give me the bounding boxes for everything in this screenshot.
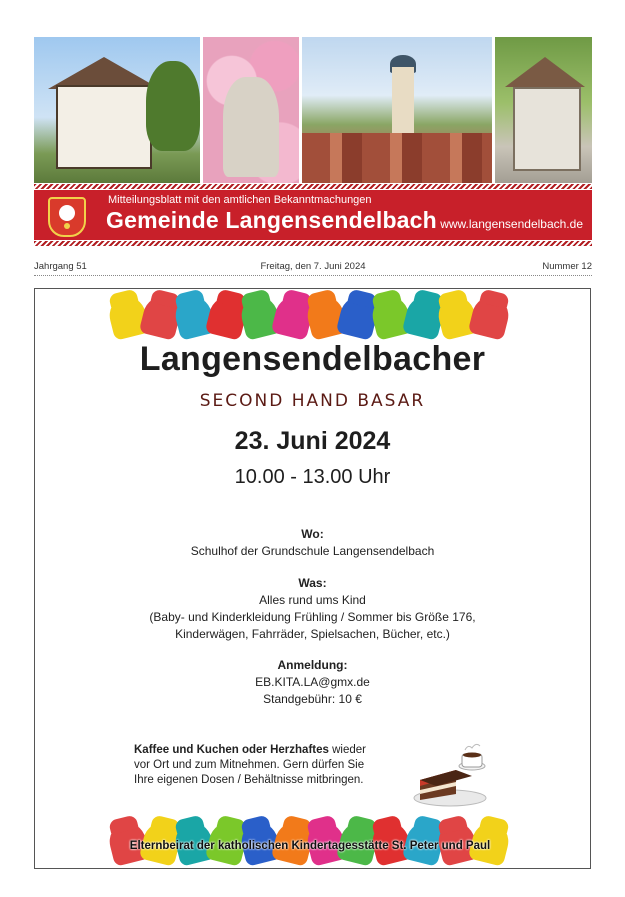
cafe-line-2: vor Ort und zum Mitnehmen. Gern dürfen Sie [134,759,365,771]
issue-meta [34,261,592,275]
what-line-2: (Baby- und Kinderkleidung Frühling / Sommer bis Größe 176, [149,610,476,624]
banner-title: Gemeinde Langensendelbach [106,207,437,233]
what-section [0,575,625,643]
hands-border-top [110,297,505,339]
cafe-rest: wieder [328,744,366,756]
ad-subtitle: SECOND HAND BASAR [199,391,426,411]
volume: Jahrgang 51 [34,261,87,272]
cafe-line-3: Ihre eigenen Dosen / Behältnisse mitbringen. [134,774,364,786]
coffee-cake-icon [410,740,490,808]
stand-fee: Standgebühr: 10 € [263,692,362,706]
organizer: Elternbeirat der katholischen Kindertagesstätte St. Peter und Paul [129,840,491,852]
registration-section [0,657,625,708]
header-banner [34,190,592,240]
where-section [0,526,625,560]
photo-small-chapel [495,37,592,183]
where-value: Schulhof der Grundschule Langensendelbach [190,544,435,558]
issue-date: Freitag, den 7. Juni 2024 [260,261,366,272]
what-line-3: Kinderwägen, Fahrräder, Spielsachen, Bücher, etc.) [175,627,450,641]
meta-divider [34,275,592,276]
cafe-note [134,743,394,788]
cafe-bold: Kaffee und Kuchen oder Herzhaftes [134,744,329,756]
banner-hatch-bottom [34,241,592,246]
photo-village-church [302,37,492,183]
registration-label: Anmeldung: [277,658,348,672]
photo-timber-frame-house [34,37,200,183]
photo-statue-blossoms [203,37,299,183]
website-link[interactable]: www.langensendelbach.de [440,217,583,231]
event-date: 23. Juni 2024 [234,427,391,455]
banner-subtitle: Mitteilungsblatt mit den amtlichen Bekanntmachungen [108,194,372,206]
ad-title: Langensendelbacher [139,340,486,378]
header-photo-strip [34,37,592,183]
what-line-1: Alles rund ums Kind [259,593,366,607]
banner-hatch-top [34,184,592,189]
what-label: Was: [298,576,327,590]
event-time: 10.00 - 13.00 Uhr [234,466,391,488]
issue-number: Nummer 12 [542,261,592,272]
registration-email[interactable]: EB.KITA.LA@gmx.de [255,675,370,689]
coat-of-arms-icon [48,197,86,237]
where-label: Wo: [301,527,324,541]
